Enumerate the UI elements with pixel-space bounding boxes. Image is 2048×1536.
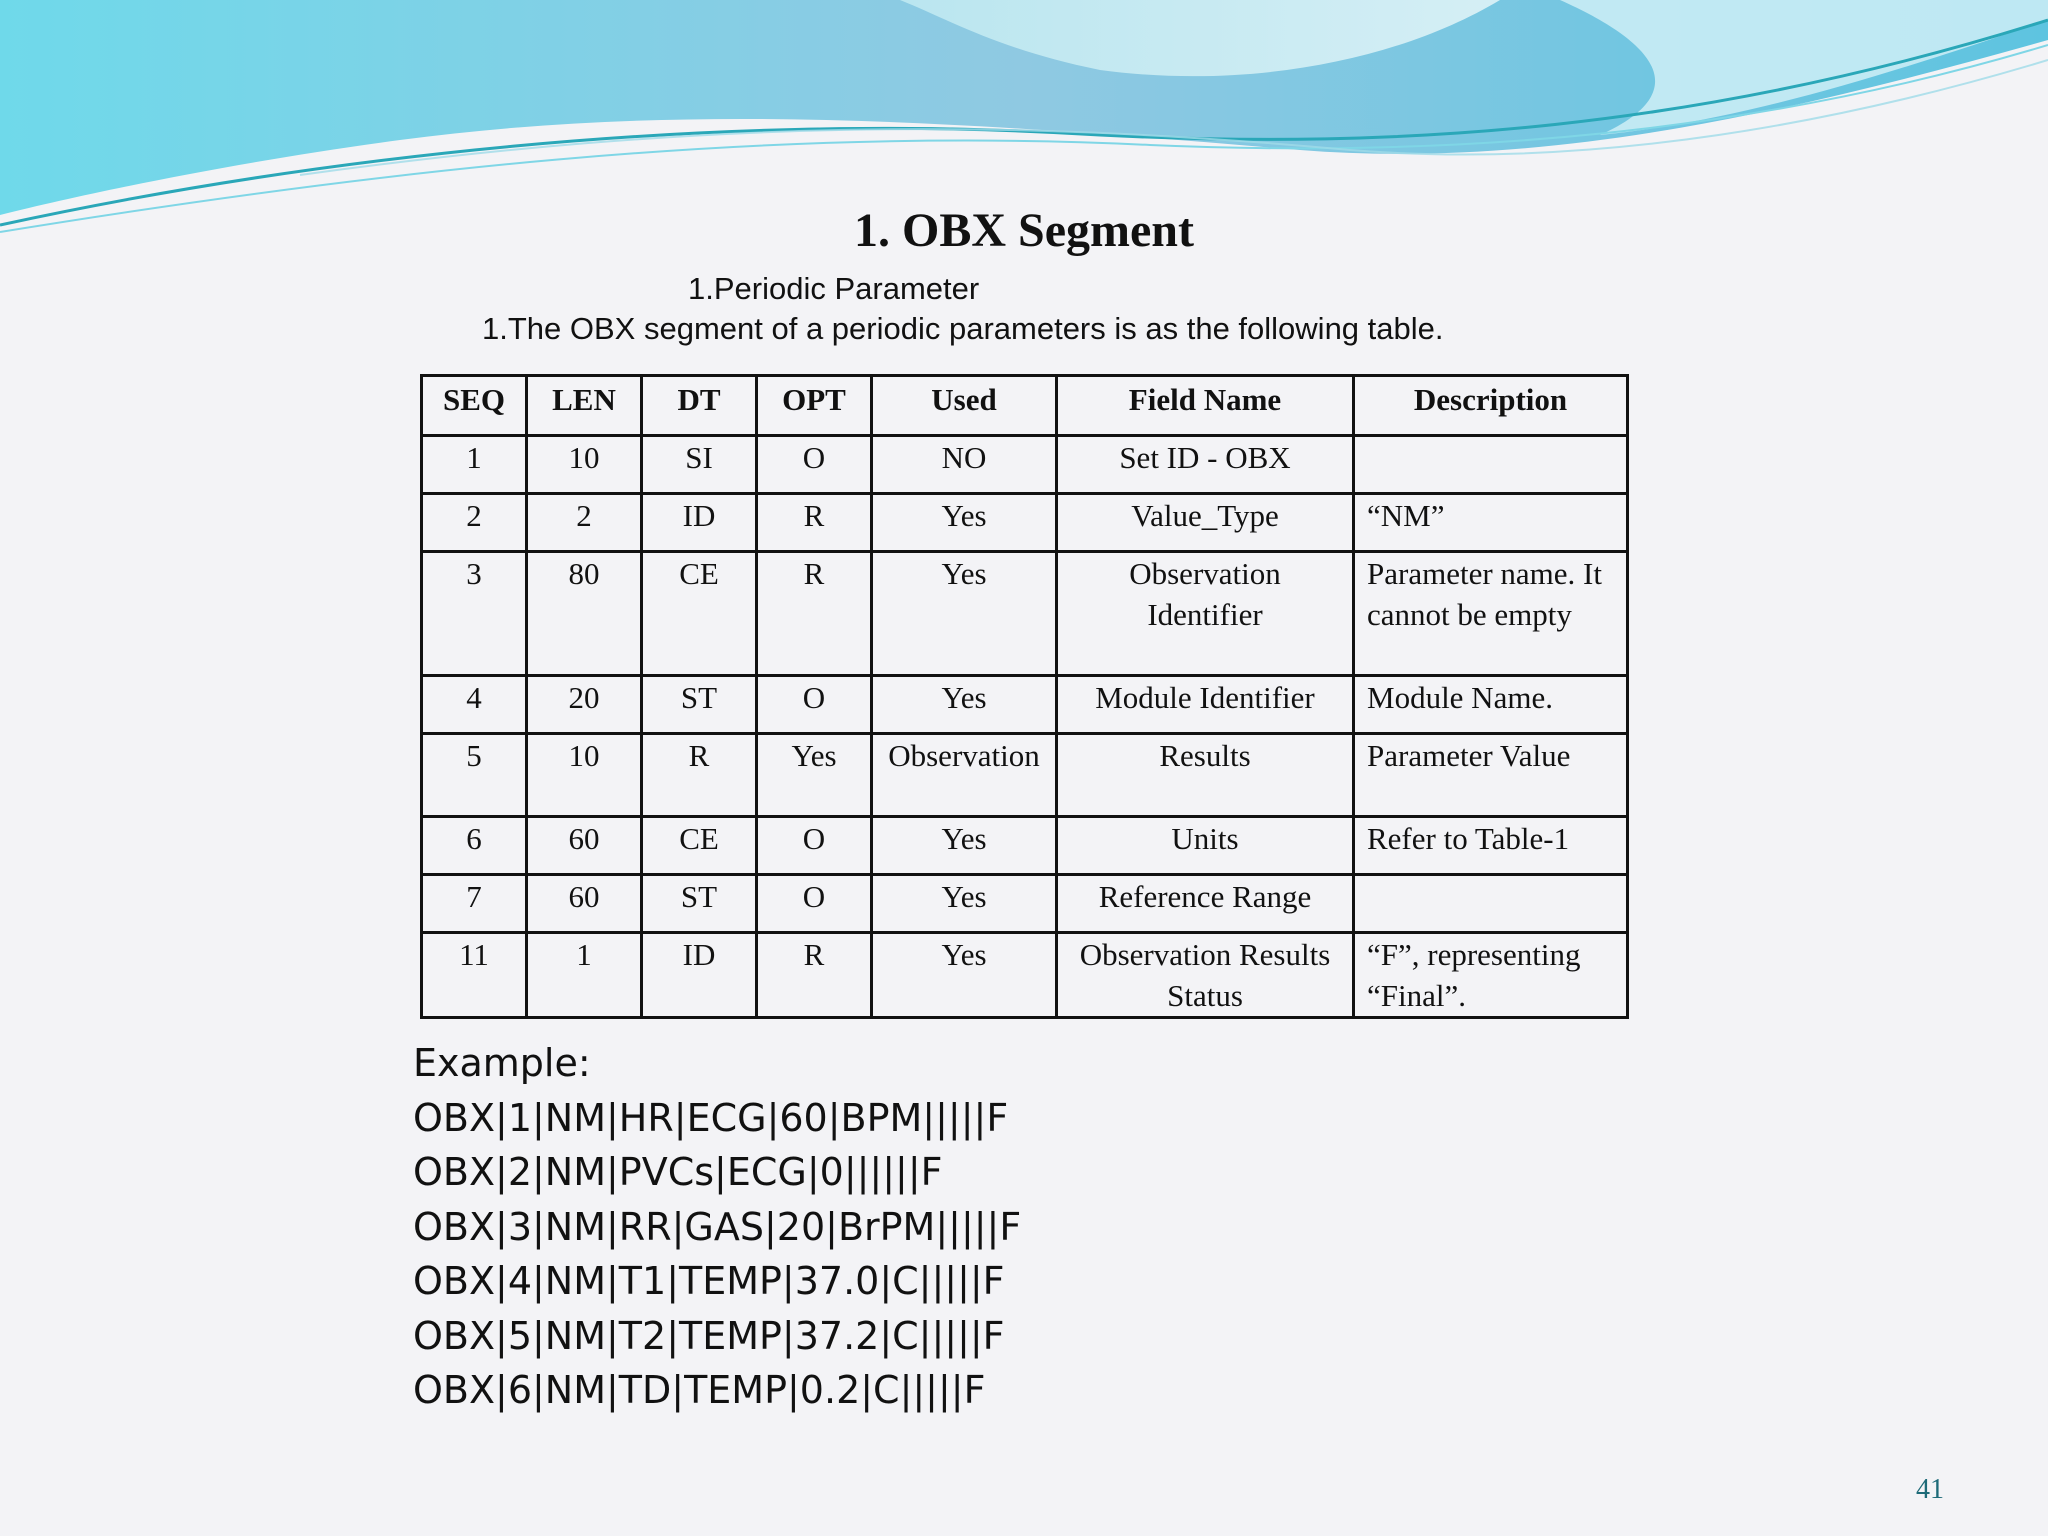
header-field-name: Field Name: [1057, 376, 1354, 436]
table-row: [422, 933, 1628, 1018]
table-row: [422, 552, 1628, 676]
cell-field-name: Observation Identifier: [1057, 552, 1354, 676]
cell-used: Yes: [872, 933, 1057, 1018]
cell-description: [1354, 875, 1628, 933]
example-line: OBX|5|NM|T2|TEMP|37.2|C|||||F: [413, 1313, 1005, 1358]
cell-opt: O: [757, 436, 872, 494]
cell-seq: 6: [422, 817, 527, 875]
header-description: Description: [1354, 376, 1628, 436]
cell-dt: ST: [642, 676, 757, 734]
cell-len: 20: [527, 676, 642, 734]
cell-field-name: Value_Type: [1057, 494, 1354, 552]
cell-used: Observation: [872, 734, 1057, 817]
table-row: [422, 676, 1628, 734]
cell-used: Yes: [872, 494, 1057, 552]
table-row: [422, 734, 1628, 817]
cell-field-name: Set ID - OBX: [1057, 436, 1354, 494]
cell-len: 60: [527, 875, 642, 933]
cell-len: 2: [527, 494, 642, 552]
table-header-row: [422, 376, 1628, 436]
cell-opt: O: [757, 676, 872, 734]
cell-description: “NM”: [1354, 494, 1628, 552]
cell-seq: 5: [422, 734, 527, 817]
table-row: [422, 436, 1628, 494]
cell-field-name: Reference Range: [1057, 875, 1354, 933]
header-dt: DT: [642, 376, 757, 436]
cell-len: 60: [527, 817, 642, 875]
cell-used: Yes: [872, 676, 1057, 734]
header-len: LEN: [527, 376, 642, 436]
cell-used: Yes: [872, 552, 1057, 676]
cell-seq: 11: [422, 933, 527, 1018]
cell-seq: 1: [422, 436, 527, 494]
cell-opt: R: [757, 552, 872, 676]
cell-dt: R: [642, 734, 757, 817]
cell-seq: 4: [422, 676, 527, 734]
obx-segment-table: [420, 374, 1629, 1019]
header-opt: OPT: [757, 376, 872, 436]
cell-opt: Yes: [757, 734, 872, 817]
cell-used: Yes: [872, 817, 1057, 875]
cell-dt: CE: [642, 817, 757, 875]
subtitle-periodic-parameter: 1.Periodic Parameter: [688, 271, 980, 306]
cell-description: Refer to Table-1: [1354, 817, 1628, 875]
cell-description: Parameter name. It cannot be empty: [1354, 552, 1628, 676]
cell-dt: ID: [642, 494, 757, 552]
cell-used: Yes: [872, 875, 1057, 933]
subtitle-description: 1.The OBX segment of a periodic parameters is as the following table.: [482, 311, 1444, 346]
cell-seq: 2: [422, 494, 527, 552]
cell-dt: ID: [642, 933, 757, 1018]
cell-opt: O: [757, 817, 872, 875]
cell-dt: SI: [642, 436, 757, 494]
example-label: Example:: [413, 1041, 591, 1085]
cell-field-name: Module Identifier: [1057, 676, 1354, 734]
cell-description: [1354, 436, 1628, 494]
cell-seq: 3: [422, 552, 527, 676]
cell-opt: R: [757, 933, 872, 1018]
cell-len: 10: [527, 436, 642, 494]
header-seq: SEQ: [422, 376, 527, 436]
page-number: 41: [1916, 1474, 1944, 1505]
cell-dt: ST: [642, 875, 757, 933]
cell-opt: R: [757, 494, 872, 552]
cell-description: Module Name.: [1354, 676, 1628, 734]
cell-len: 80: [527, 552, 642, 676]
cell-opt: O: [757, 875, 872, 933]
cell-description: Parameter Value: [1354, 734, 1628, 817]
cell-len: 1: [527, 933, 642, 1018]
example-line: OBX|4|NM|T1|TEMP|37.0|C|||||F: [413, 1259, 1005, 1303]
example-line: OBX|3|NM|RR|GAS|20|BrPM|||||F: [413, 1204, 1022, 1249]
example-line: OBX|2|NM|PVCs|ECG|0||||||F: [413, 1150, 943, 1194]
slide-title: 1. OBX Segment: [854, 204, 1194, 257]
example-block: [413, 1036, 1021, 1418]
cell-dt: CE: [642, 552, 757, 676]
table-row: [422, 817, 1628, 875]
cell-field-name: Results: [1057, 734, 1354, 817]
cell-description: “F”, representing “Final”.: [1354, 933, 1628, 1018]
example-line: OBX|1|NM|HR|ECG|60|BPM|||||F: [413, 1095, 1009, 1140]
cell-field-name: Observation Results Status: [1057, 933, 1354, 1018]
cell-seq: 7: [422, 875, 527, 933]
cell-field-name: Units: [1057, 817, 1354, 875]
table-row: [422, 875, 1628, 933]
header-used: Used: [872, 376, 1057, 436]
table-row: [422, 494, 1628, 552]
cell-len: 10: [527, 734, 642, 817]
example-line: OBX|6|NM|TD|TEMP|0.2|C|||||F: [413, 1368, 986, 1412]
cell-used: NO: [872, 436, 1057, 494]
